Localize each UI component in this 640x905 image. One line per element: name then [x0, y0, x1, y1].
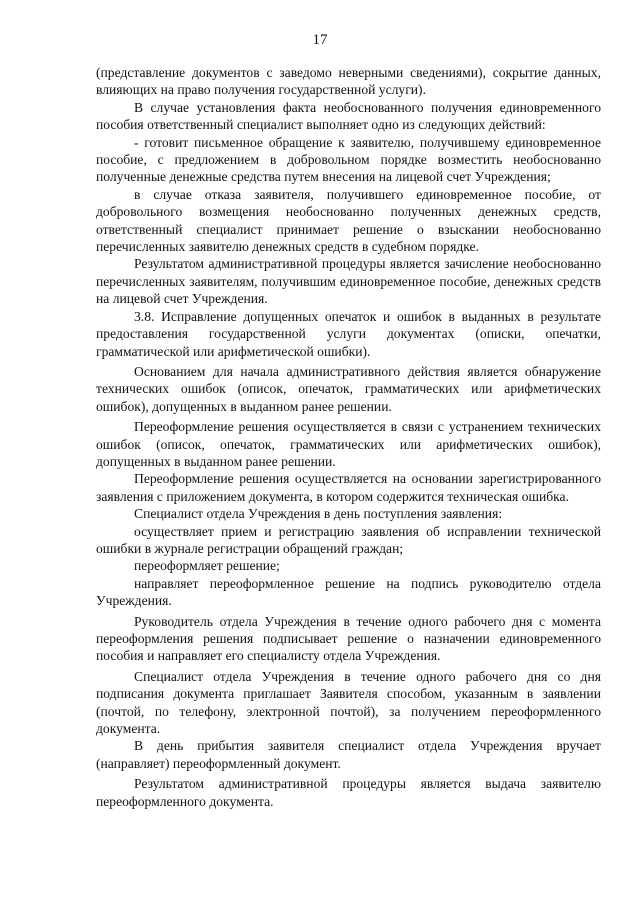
list-item-reissue: переоформляет решение; — [134, 558, 280, 574]
paragraph-written-request: - готовит письменное обращение к заявителю, получившему единовременное пособие, с предложением в добровольном порядке возместить необоснованно полученные денежные средства путем внесения на лицевой счет Учреждения; — [96, 134, 601, 185]
paragraph-handover: В день прибытия заявителя специалист отдела Учреждения вручает (направляет) переоформленный документ. — [96, 738, 601, 771]
paragraph-grounds: Основанием для начала административного действия является обнаружение технических ошибок (описок, опечаток, грамматических или арифметических ошибок), допущенных в выданном ранее решении. — [96, 363, 601, 414]
list-item-signature: направляет переоформленное решение на подпись руководителю отдела Учреждения. — [96, 575, 601, 609]
paragraph-unjustified-payment: В случае установления факта необоснованного получения единовременного пособия ответственный специалист выполняет одно из следующих действий: — [96, 99, 601, 133]
paragraph-result-issuance: Результатом административной процедуры является выдача заявителю переоформленного документа. — [96, 776, 601, 809]
paragraph-specialist-day: Специалист отдела Учреждения в день поступления заявления: — [134, 506, 503, 522]
document-body — [96, 64, 601, 810]
paragraph-head-signs: Руководитель отдела Учреждения в течение одного рабочего дня с момента переоформления решения подписывает решение о назначении единовременного пособия и направляет его специалисту отдела Учреждения. — [96, 613, 601, 664]
list-item-registration: осуществляет прием и регистрацию заявления об исправлении технической ошибки в журнале регистрации обращений граждан; — [96, 523, 601, 556]
paragraph-invitation: Специалист отдела Учреждения в течение одного рабочего дня со дня подписания документа приглашает Заявителя способом, указанным в заявлении (почтой, по телефону, электронной почтой), за получением переоформленного документа. — [96, 668, 601, 737]
paragraph-refusal: в случае отказа заявителя, получившего единовременное пособие, от добровольного возмещения необоснованно полученных денежных средств, ответственный специалист принимает решение о взыскании необоснованно перечисленных заявителю денежных средств в судебном порядке. — [96, 186, 601, 255]
paragraph-result-crediting: Результатом административной процедуры является зачисление необоснованно перечисленных заявителям, получившим единовременное пособие, денежных средств на лицевой счет Учреждения. — [96, 256, 601, 307]
paragraph-continuation: (представление документов с заведомо неверными сведениями), сокрытие данных, влияющих на право получения государственной услуги). — [96, 65, 601, 98]
section-heading-3-8: 3.8. Исправление допущенных опечаток и ошибок в выданных в результате предоставления государственной услуги документах (описки, опечатки, грамматической или арифметической ошибки). — [96, 308, 601, 359]
paragraph-reissue-reason: Переоформление решения осуществляется в связи с устранением технических ошибок (описок, опечаток, грамматических или арифметических ошибок), допущенных в выданном ранее решении. — [96, 419, 601, 469]
page-number: 17 — [312, 32, 328, 48]
paragraph-reissue-basis: Переоформление решения осуществляется на основании зарегистрированного заявления с приложением документа, в котором содержится техническая ошибка. — [96, 471, 601, 504]
